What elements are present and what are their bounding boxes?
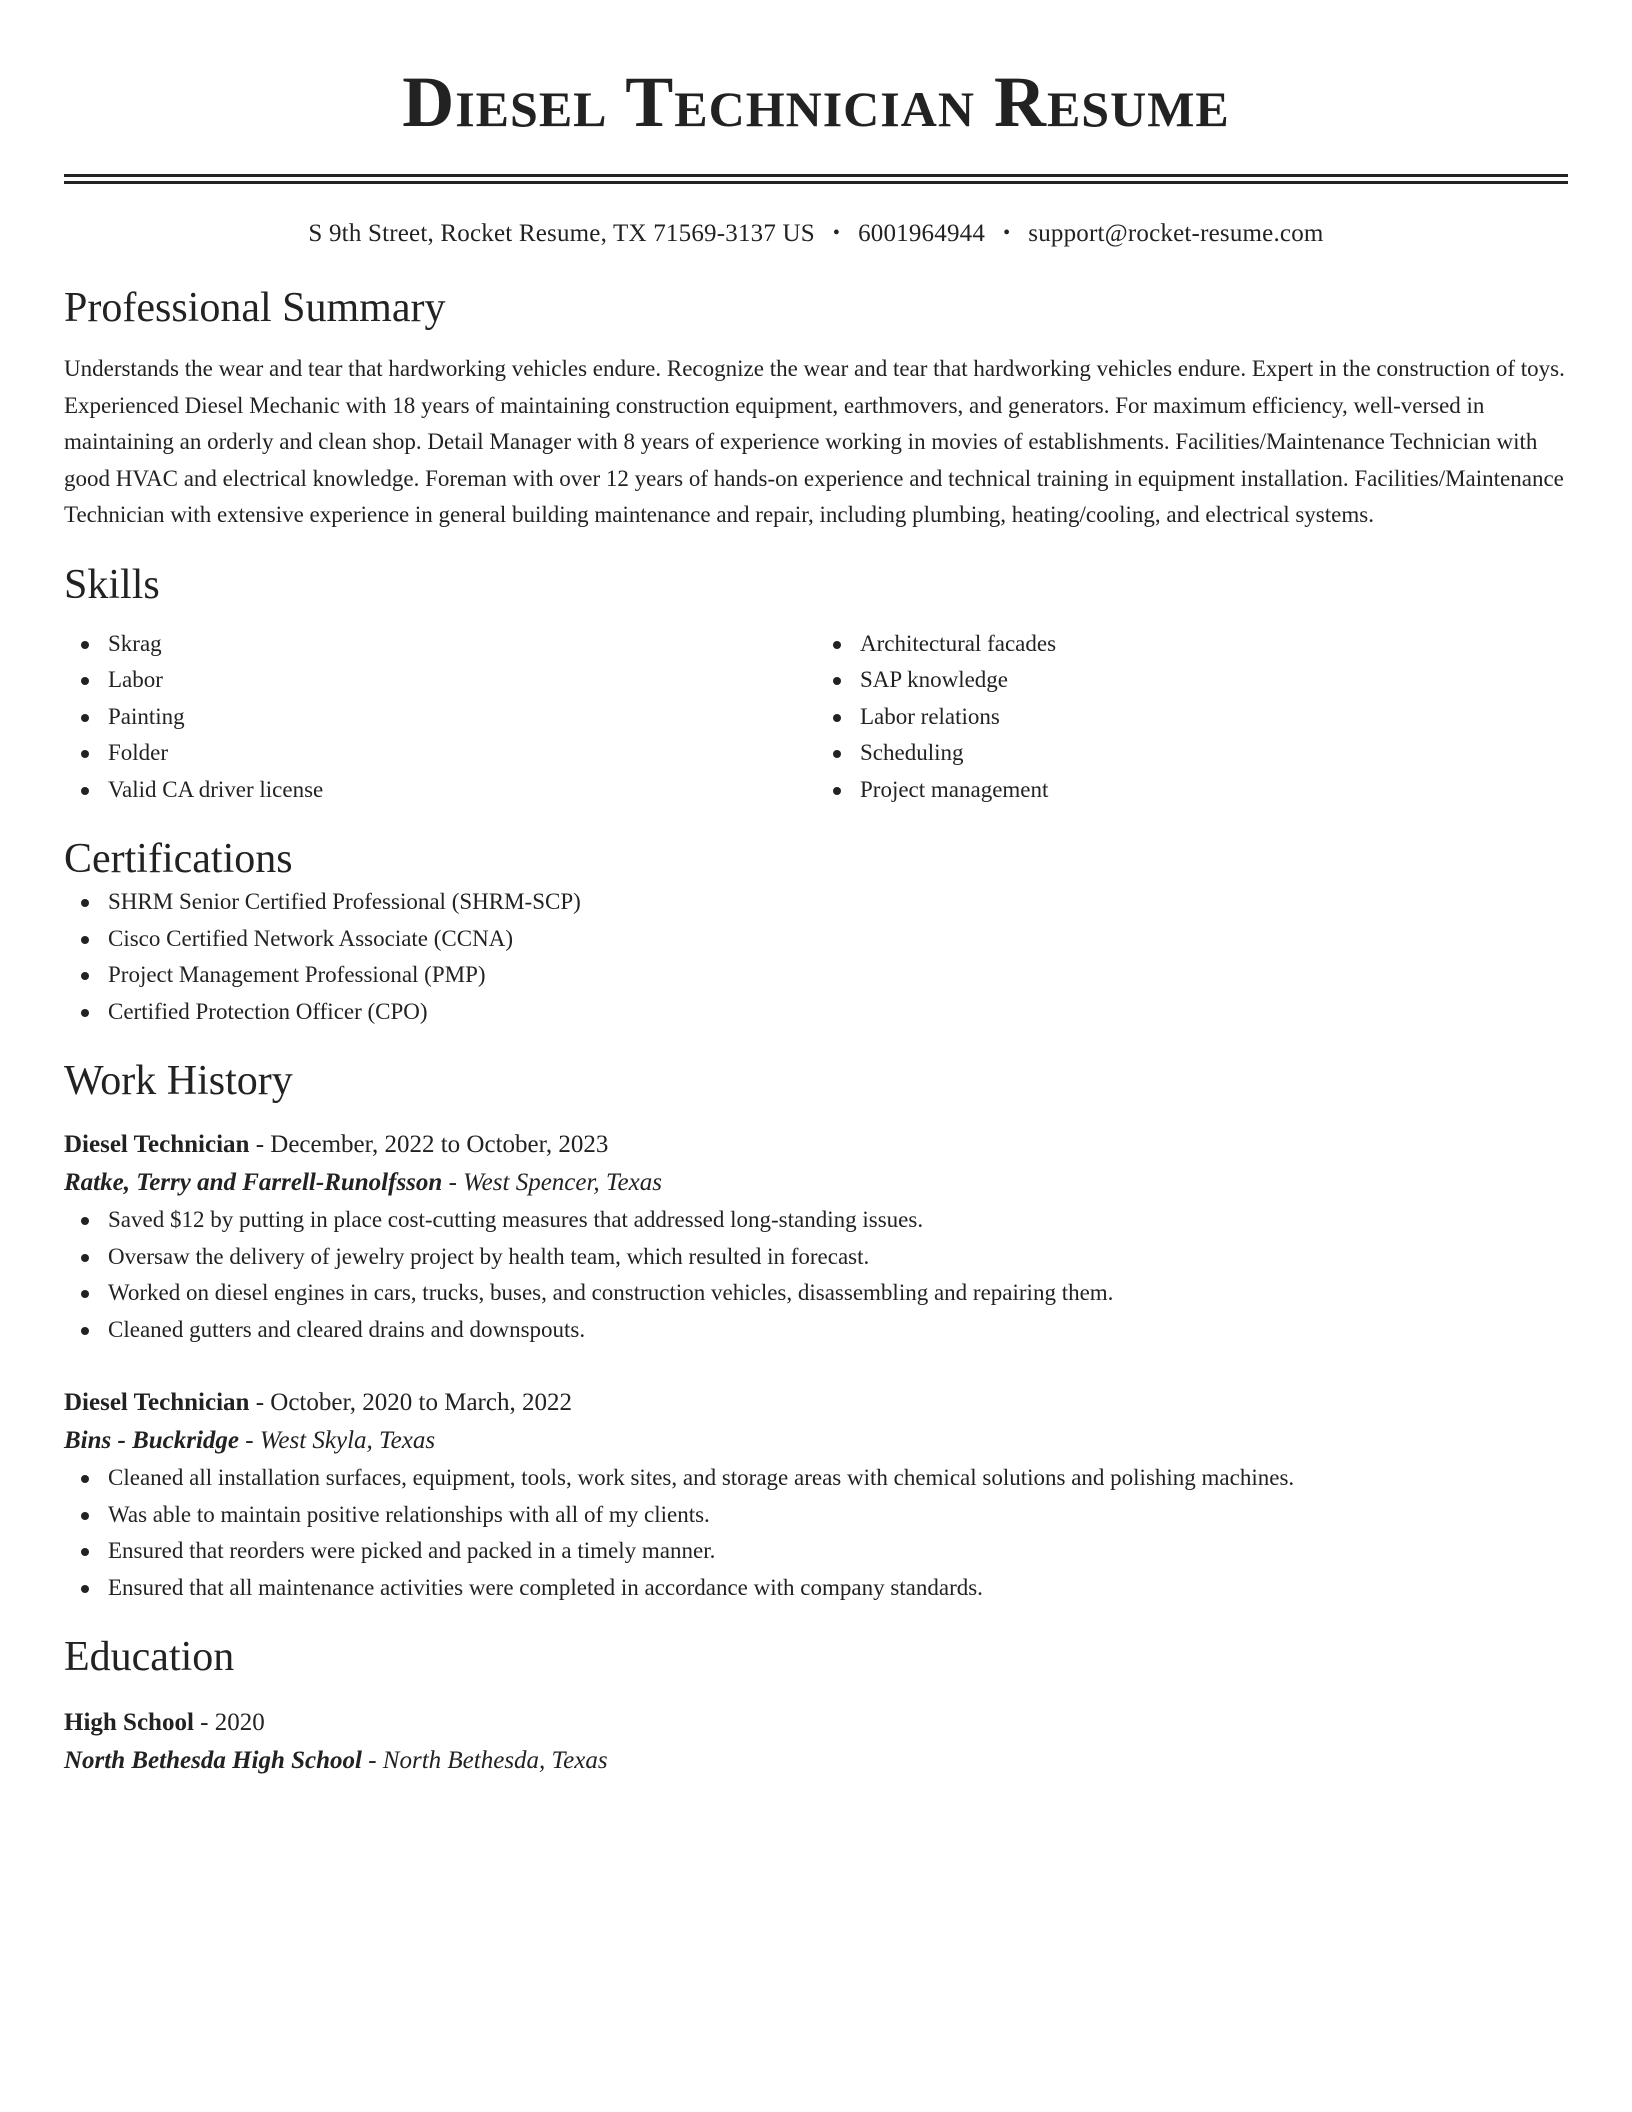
skill-item: Architectural facades [816, 626, 1568, 663]
work-history-heading: Work History [64, 1058, 293, 1104]
job-title-line [64, 1384, 1568, 1422]
job-entry [64, 1126, 1568, 1348]
contact-separator: • [832, 222, 841, 244]
certification-item: Certified Protection Officer (CPO) [64, 994, 1568, 1031]
summary-text: Understands the wear and tear that hardworking vehicles endure. Recognize the wear and tear that hardworking vehicles endure. Expert in the construction of toys. Experienced Diesel Mechanic with 18 years of maintaining construction equipment, earthmovers, and generators. For maximum efficiency, well-versed in maintaining an orderly and clean shop. Detail Manager with 8 years of experience working in movies of establishments. Facilities/Maintenance Technician with good HVAC and electrical knowledge. Foreman with over 12 years of hands-on experience and technical training in equipment installation. Facilities/Maintenance Technician with extensive experience in general building maintenance and repair, including plumbing, heating/cooling, and electrical systems. [64, 356, 1565, 527]
job-bullet: Was able to maintain positive relationships with all of my clients. [64, 1497, 1568, 1534]
job-bullet: Cleaned all installation surfaces, equipment, tools, work sites, and storage areas with chemical solutions and polishing machines. [64, 1460, 1568, 1497]
education-year: - 2020 [193, 1709, 265, 1736]
job-bullets [64, 1202, 1568, 1348]
skill-item: Labor [64, 662, 816, 699]
job-title-line [64, 1126, 1568, 1164]
education-school: North Bethesda High School [64, 1747, 362, 1774]
contact-email: support@rocket-resume.com [1028, 220, 1324, 247]
job-location: - West Spencer, Texas [442, 1169, 662, 1196]
education-heading: Education [64, 1634, 235, 1680]
contact-phone: 6001964944 [858, 220, 986, 247]
job-location: - West Skyla, Texas [239, 1427, 436, 1454]
contact-separator: • [1003, 222, 1011, 244]
job-company: Ratke, Terry and Farrell-Runolfsson [64, 1169, 443, 1196]
certification-item: Cisco Certified Network Associate (CCNA) [64, 921, 1568, 958]
job-title: Diesel Technician [64, 1131, 250, 1158]
job-bullet: Worked on diesel engines in cars, trucks, buses, and construction vehicles, disassembling and repairing them. [64, 1275, 1568, 1312]
skill-item: Folder [64, 735, 816, 772]
summary-section [64, 283, 1568, 534]
skill-item: Skrag [64, 626, 816, 663]
summary-heading: Professional Summary [64, 285, 446, 331]
certifications-section [64, 834, 1568, 1030]
skills-grid [64, 626, 1568, 809]
work-history-section [64, 1056, 1568, 1606]
education-degree: High School [64, 1709, 194, 1736]
skills-heading: Skills [64, 561, 160, 608]
job-bullet: Cleaned gutters and cleared drains and downspouts. [64, 1312, 1568, 1349]
education-entry [64, 1704, 1568, 1780]
job-bullet: Saved $12 by putting in place cost-cutting measures that addressed long-standing issues. [64, 1202, 1568, 1239]
job-bullets [64, 1460, 1568, 1606]
job-entry [64, 1384, 1568, 1606]
title-double-rule [64, 174, 1568, 184]
job-company-line [64, 1164, 1568, 1202]
skill-item: Project management [816, 772, 1568, 809]
skill-item: Scheduling [816, 735, 1568, 772]
contact-address: S 9th Street, Rocket Resume, TX 71569-3137 US [308, 220, 815, 247]
job-dates: - December, 2022 to October, 2023 [249, 1131, 609, 1158]
education-school-line [64, 1742, 1568, 1780]
job-title: Diesel Technician [64, 1389, 250, 1416]
skills-column-left [64, 626, 816, 809]
skill-item: SAP knowledge [816, 662, 1568, 699]
job-bullet: Ensured that reorders were picked and packed in a timely manner. [64, 1533, 1568, 1570]
skills-column-right [816, 626, 1568, 809]
resume-title: Diesel Technician Resume [402, 62, 1230, 142]
job-bullet: Ensured that all maintenance activities were completed in accordance with company standards. [64, 1570, 1568, 1607]
job-company: Bins - Buckridge [64, 1427, 240, 1454]
education-degree-line [64, 1704, 1568, 1742]
job-dates: - October, 2020 to March, 2022 [249, 1389, 572, 1416]
education-location: - North Bethesda, Texas [361, 1747, 608, 1774]
certifications-heading: Certifications [64, 836, 293, 882]
skill-item: Labor relations [816, 699, 1568, 736]
certification-item: SHRM Senior Certified Professional (SHRM-SCP) [64, 884, 1568, 921]
skill-item: Valid CA driver license [64, 772, 816, 809]
skills-section [64, 560, 1568, 809]
certifications-list [64, 884, 1568, 1030]
job-company-line [64, 1422, 1568, 1460]
certification-item: Project Management Professional (PMP) [64, 957, 1568, 994]
contact-line [64, 218, 1568, 251]
job-bullet: Oversaw the delivery of jewelry project by health team, which resulted in forecast. [64, 1239, 1568, 1276]
education-section [64, 1632, 1568, 1780]
skill-item: Painting [64, 699, 816, 736]
